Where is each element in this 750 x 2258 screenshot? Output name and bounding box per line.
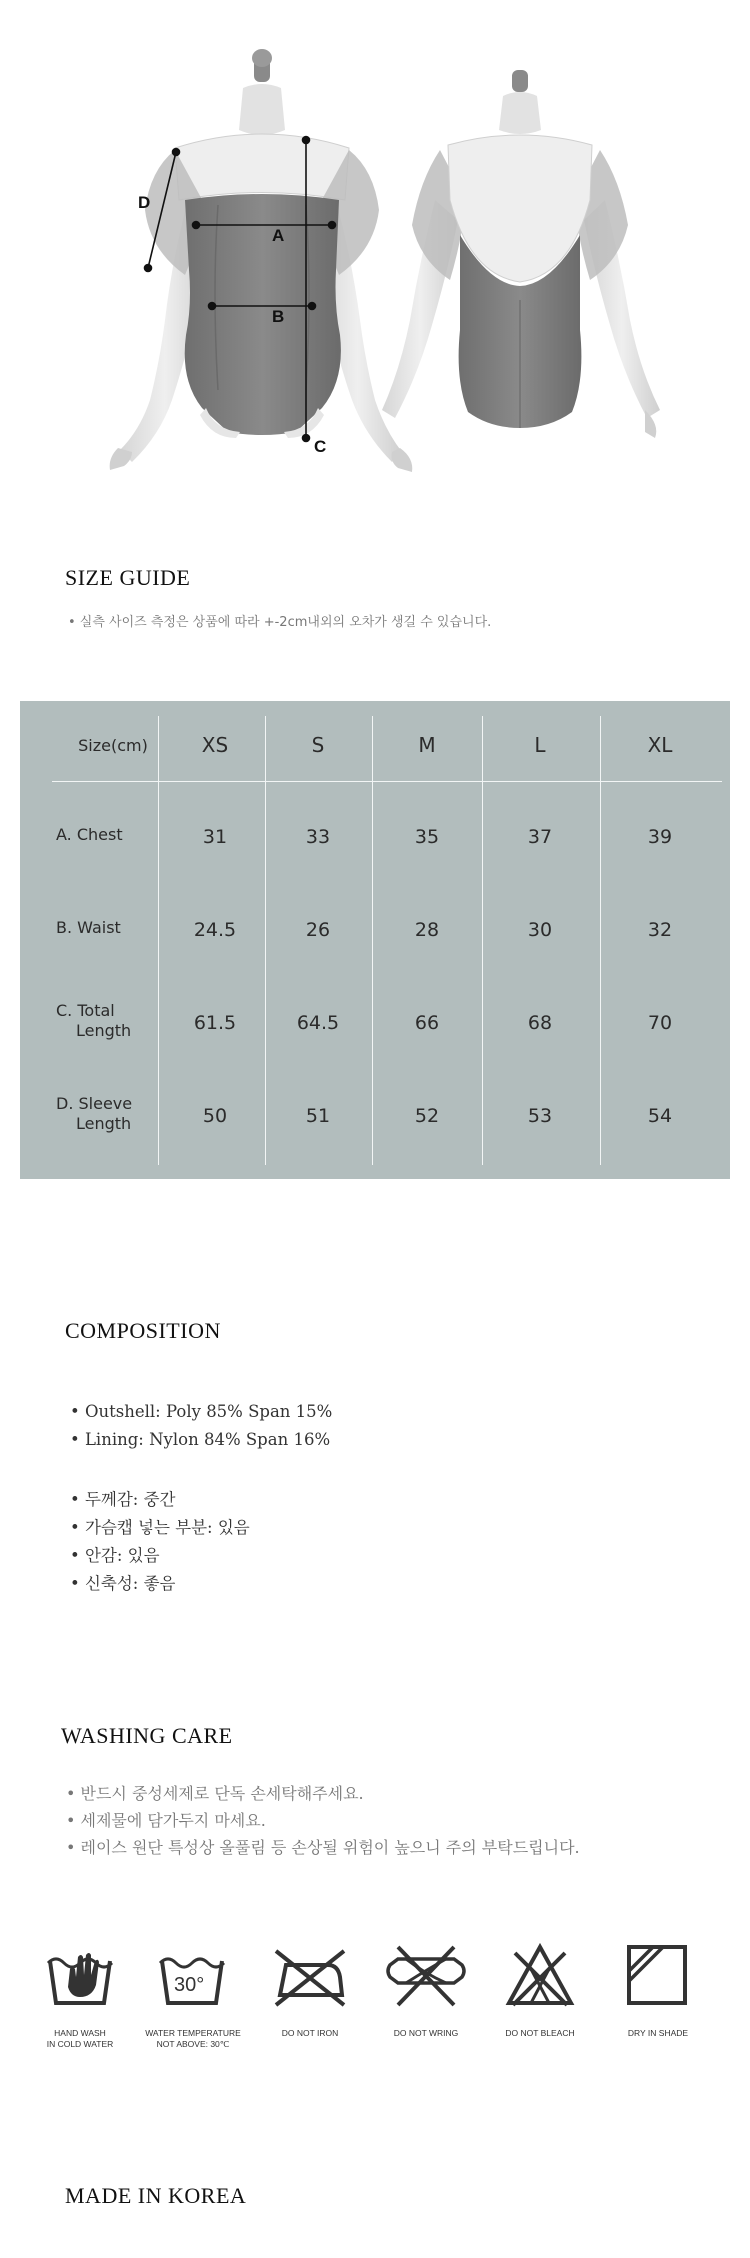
size-table (20, 701, 730, 1179)
care-label-line: DRY IN SHADE (627, 2028, 689, 2038)
care-label-do-not-iron (255, 2028, 365, 2039)
care-label-line: DO NOT WRING (393, 2028, 459, 2038)
table-cell: 24.5 (193, 919, 237, 941)
row-label-line: A. Chest (56, 825, 123, 844)
row-label-line: C. Total (56, 1001, 115, 1020)
care-label-line: IN COLD WATER (46, 2039, 114, 2049)
row-label-sleeve-length (56, 1094, 132, 1134)
table-header-xs: XS (201, 733, 229, 757)
table-cell: 33 (305, 826, 331, 848)
care-label-line: DO NOT IRON (281, 2028, 339, 2038)
size-guide-note: • 실측 사이즈 측정은 상품에 따라 +-2cm내외의 오차가 생길 수 있습니다. (68, 615, 492, 630)
table-cell: 64.5 (296, 1012, 340, 1034)
table-header-s: S (311, 733, 325, 757)
row-label-line: Length (76, 1021, 132, 1040)
garment-measurement-figure (0, 0, 750, 500)
table-cell: 52 (414, 1105, 440, 1127)
washing-care-item: • 세제물에 담가두지 마세요. (66, 1811, 266, 1830)
row-label-chest (56, 825, 123, 845)
care-label-line: WATER TEMPERATURE (145, 2028, 241, 2038)
back-mannequin (382, 70, 660, 438)
table-column-divider (265, 716, 266, 1165)
table-cell: 51 (305, 1105, 331, 1127)
mannequin-illustration (0, 0, 750, 500)
table-cell: 68 (527, 1012, 553, 1034)
table-column-divider (482, 716, 483, 1165)
washing-care-item: • 반드시 중성세제로 단독 손세탁해주세요. (66, 1784, 364, 1803)
table-header-xl: XL (647, 733, 673, 757)
table-header-l: L (534, 733, 546, 757)
table-cell: 53 (527, 1105, 553, 1127)
table-cell: 61.5 (193, 1012, 237, 1034)
table-cell: 54 (647, 1105, 673, 1127)
care-label-hand-wash (25, 2028, 135, 2050)
label-a: A (272, 226, 285, 245)
composition-item: • Lining: Nylon 84% Span 16% (70, 1430, 331, 1449)
table-cell: 32 (647, 919, 673, 941)
table-header-size: Size(cm) (78, 736, 148, 755)
composition-item: • Outshell: Poly 85% Span 15% (70, 1402, 333, 1421)
table-cell: 30 (527, 919, 553, 941)
composition-item: • 두께감: 중간 (70, 1490, 176, 1509)
row-label-line: B. Waist (56, 918, 121, 937)
table-header-divider (52, 781, 722, 782)
care-label-do-not-bleach (485, 2028, 595, 2039)
table-cell: 39 (647, 826, 673, 848)
temperature-value: 30° (174, 1974, 205, 1996)
row-label-line: D. Sleeve (56, 1094, 133, 1113)
front-mannequin (110, 49, 413, 472)
table-column-divider (372, 716, 373, 1165)
table-cell: 28 (414, 919, 440, 941)
table-cell: 66 (414, 1012, 440, 1034)
row-label-total-length (56, 1001, 131, 1041)
row-label-line: Length (76, 1114, 132, 1133)
table-column-divider (600, 716, 601, 1165)
size-guide-title: SIZE GUIDE (65, 565, 191, 590)
row-label-waist (56, 918, 121, 938)
do-not-bleach-icon (505, 1943, 575, 2009)
washing-care-title: WASHING CARE (61, 1723, 233, 1748)
hand-wash-icon (46, 1943, 116, 2009)
made-in-korea: MADE IN KOREA (65, 2183, 247, 2208)
composition-item: • 신축성: 좋음 (70, 1574, 176, 1593)
table-cell: 37 (527, 826, 553, 848)
care-label-water-temperature (138, 2028, 248, 2050)
table-cell: 31 (202, 826, 228, 848)
care-label-line: DO NOT BLEACH (505, 2028, 575, 2038)
care-label-line: NOT ABOVE: 30℃ (156, 2039, 230, 2049)
table-header-m: M (418, 733, 436, 757)
table-cell: 26 (305, 919, 331, 941)
dry-in-shade-icon (625, 1943, 691, 2009)
table-cell: 50 (202, 1105, 228, 1127)
table-column-divider (158, 716, 159, 1165)
label-b: B (272, 307, 285, 326)
label-d: D (138, 193, 151, 212)
care-label-do-not-wring (371, 2028, 481, 2039)
table-cell: 70 (647, 1012, 673, 1034)
composition-item: • 안감: 있음 (70, 1546, 160, 1565)
composition-title: COMPOSITION (65, 1318, 221, 1343)
label-c: C (314, 437, 327, 456)
washing-care-item: • 레이스 원단 특성상 올풀림 등 손상될 위험이 높으니 주의 부탁드립니다. (66, 1838, 580, 1857)
do-not-wring-icon (384, 1943, 468, 2009)
do-not-iron-icon (272, 1943, 348, 2009)
composition-item: • 가슴캡 넣는 부분: 있음 (70, 1518, 250, 1537)
table-cell: 35 (414, 826, 440, 848)
care-label-dry-in-shade (603, 2028, 713, 2039)
care-label-line: HAND WASH (54, 2028, 106, 2038)
water-temperature-icon (158, 1943, 228, 2009)
